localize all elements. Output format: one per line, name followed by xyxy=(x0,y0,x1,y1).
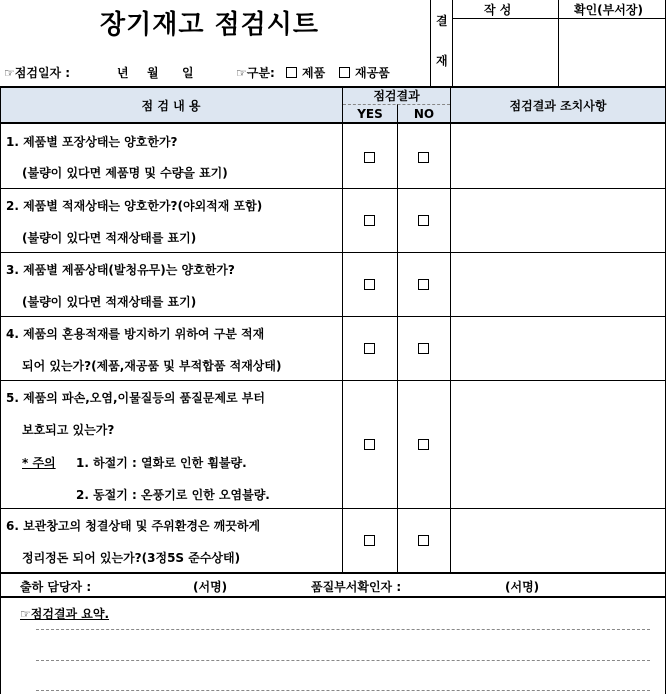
date-month: 월 xyxy=(147,66,159,80)
item-4-no-checkbox[interactable] xyxy=(418,343,429,354)
date-label: ☞점검일자 : xyxy=(4,66,71,80)
item-4-line1: 4. 제품의 혼용적재를 방지하기 위하여 구분 적재 xyxy=(6,327,265,341)
approval-author-sign-area[interactable] xyxy=(453,19,558,86)
item-2-line1: 2. 제품별 적재상태는 양호한가?(야외적재 포함) xyxy=(6,199,263,213)
item-1-no-checkbox[interactable] xyxy=(418,152,429,163)
approval-label-2: 재 xyxy=(436,54,448,68)
item-3-action-cell[interactable] xyxy=(451,253,665,316)
item-6-no-checkbox[interactable] xyxy=(418,535,429,546)
item-5-action-cell[interactable] xyxy=(451,381,665,508)
col-yes-header: YES xyxy=(357,106,383,121)
item-5-note2: 2. 동절기 : 온풍기로 인한 오염불량. xyxy=(76,488,270,502)
category-product-label: 제품 xyxy=(302,66,326,80)
item-1-action-cell[interactable] xyxy=(451,124,665,188)
item-5-line1: 5. 제품의 파손,오염,이물질등의 품질문제로 부터 xyxy=(6,391,265,405)
item-5-note-label: * 주의 xyxy=(22,456,56,470)
col-action-header: 점검결과 조치사항 xyxy=(509,98,607,113)
col-no-header: NO xyxy=(413,106,435,121)
item-5-note1: 1. 하절기 : 열화로 인한 휨불량. xyxy=(76,456,247,470)
item-2-no-checkbox[interactable] xyxy=(418,215,429,226)
approval-author: 작 성 xyxy=(484,3,512,17)
category-wip-checkbox[interactable] xyxy=(339,67,350,78)
item-2-line2: (불량이 있다면 적재상태를 표기) xyxy=(22,231,197,245)
item-6-action-cell[interactable] xyxy=(451,509,665,572)
shipper-label: 출하 담당자 : xyxy=(20,580,92,594)
item-1-line2: (불량이 있다면 제품명 및 수량을 표기) xyxy=(22,166,228,180)
approval-confirm: 확인(부서장) xyxy=(574,3,643,17)
approval-label-1: 결 xyxy=(436,14,448,28)
category-label: ☞구분: xyxy=(236,66,275,80)
item-4-yes-checkbox[interactable] xyxy=(364,343,375,354)
item-4-action-cell[interactable] xyxy=(451,317,665,380)
qa-label: 품질부서확인자 : xyxy=(311,580,402,594)
item-3-line2: (불량이 있다면 적재상태를 표기) xyxy=(22,295,197,309)
summary-line-1[interactable] xyxy=(36,629,650,630)
item-4-line2: 되어 있는가?(제품,재공품 및 부적합품 적재상태) xyxy=(22,359,282,373)
approval-confirm-sign-area[interactable] xyxy=(559,19,665,86)
item-3-line1: 3. 제품별 제품상태(발청유무)는 양호한가? xyxy=(6,263,235,277)
item-2-action-cell[interactable] xyxy=(451,189,665,252)
category-product-checkbox[interactable] xyxy=(286,67,297,78)
item-3-no-checkbox[interactable] xyxy=(418,279,429,290)
item-6-line2: 정리정돈 되어 있는가?(3정5S 준수상태) xyxy=(22,551,241,565)
shipper-sign[interactable]: (서명) xyxy=(193,580,228,594)
item-1-yes-checkbox[interactable] xyxy=(364,152,375,163)
summary-line-2[interactable] xyxy=(36,660,650,661)
item-5-line2: 보호되고 있는가? xyxy=(22,423,115,437)
item-1-line1: 1. 제품별 포장상태는 양호한가? xyxy=(6,135,178,149)
item-3-yes-checkbox[interactable] xyxy=(364,279,375,290)
qa-sign[interactable]: (서명) xyxy=(505,580,540,594)
date-day: 일 xyxy=(182,66,194,80)
col-content-header: 점 검 내 용 xyxy=(141,98,201,113)
date-year: 년 xyxy=(117,66,129,80)
item-6-yes-checkbox[interactable] xyxy=(364,535,375,546)
summary-label: ☞점검결과 요약. xyxy=(20,607,110,621)
item-6-line1: 6. 보관창고의 청결상태 및 주위환경은 깨끗하게 xyxy=(6,519,261,533)
summary-line-3[interactable] xyxy=(36,690,650,691)
item-5-no-checkbox[interactable] xyxy=(418,439,429,450)
item-5-yes-checkbox[interactable] xyxy=(364,439,375,450)
col-result-header: 점검결과 xyxy=(373,88,420,103)
page-title: 장기재고 점검시트 xyxy=(100,10,319,40)
category-wip-label: 재공품 xyxy=(355,66,390,80)
item-2-yes-checkbox[interactable] xyxy=(364,215,375,226)
